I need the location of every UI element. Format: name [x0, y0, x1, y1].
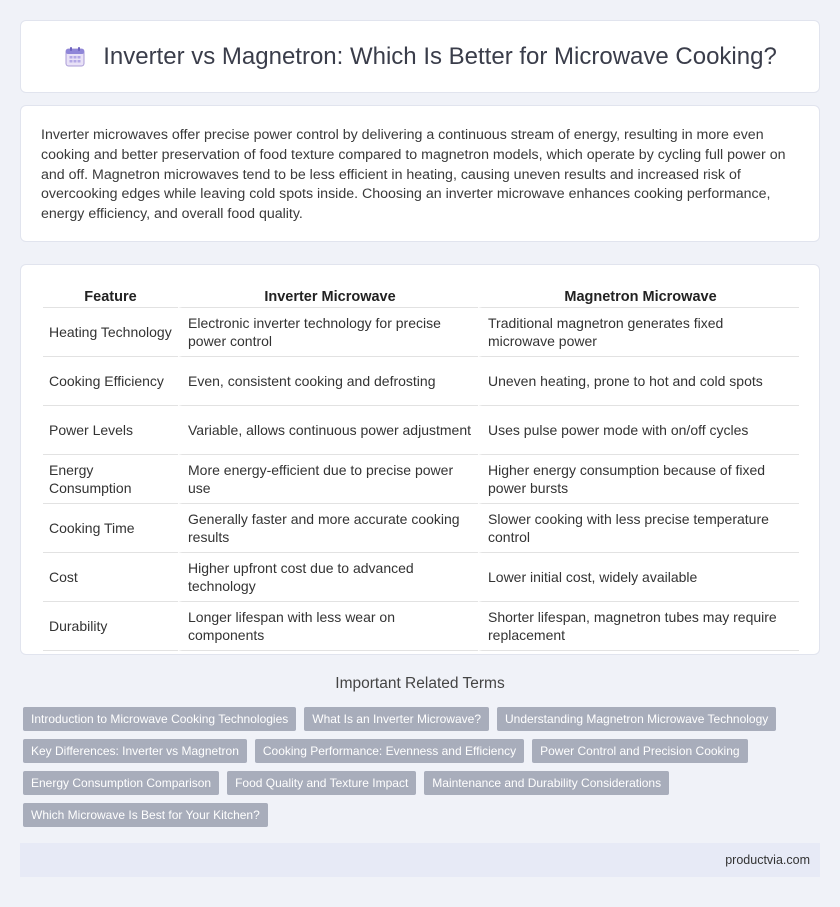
table-row: [43, 553, 799, 602]
table-row: [43, 308, 799, 357]
inverter-cell: Generally faster and more accurate cooking results: [178, 504, 478, 553]
table-row: [43, 504, 799, 553]
inverter-cell: Higher upfront cost due to advanced technology: [178, 553, 478, 602]
magnetron-cell: Higher energy consumption because of fixed power bursts: [478, 455, 799, 504]
related-terms-list: [20, 707, 820, 827]
magnetron-cell: Slower cooking with less precise temperature control: [478, 504, 799, 553]
magnetron-cell: Shorter lifespan, magnetron tubes may require replacement: [478, 602, 799, 651]
comparison-table: [43, 285, 799, 651]
inverter-cell: Longer lifespan with less wear on components: [178, 602, 478, 651]
inverter-cell: More energy-efficient due to precise power use: [178, 455, 478, 504]
related-term-tag[interactable]: Maintenance and Durability Considerations: [424, 771, 669, 795]
summary-text: Inverter microwaves offer precise power control by delivering a continuous stream of energy, resulting in more even cooking and better preservation of food texture compared to magnetron models, which operate by cycling full power on and off. Magnetron microwaves tend to be less efficient in heating, causing uneven results and increased risk of overcooking edges while leaving cold spots inside. Choosing an inverter microwave enhances cooking performance, energy efficiency, and overall food quality.: [41, 127, 786, 223]
calendar-icon: [63, 45, 87, 69]
summary-card: [20, 105, 820, 242]
page-title: Inverter vs Magnetron: Which Is Better for Microwave Cooking?: [103, 42, 777, 70]
feature-cell: Energy Consumption: [43, 455, 178, 504]
related-term-tag[interactable]: Understanding Magnetron Microwave Technology: [497, 707, 776, 731]
table-header-row: [43, 285, 799, 308]
magnetron-cell: Uneven heating, prone to hot and cold spots: [478, 357, 799, 406]
feature-cell: Power Levels: [43, 406, 178, 455]
footer: [20, 843, 820, 877]
magnetron-cell: Traditional magnetron generates fixed microwave power: [478, 308, 799, 357]
related-term-tag[interactable]: Energy Consumption Comparison: [23, 771, 219, 795]
related-term-tag[interactable]: Introduction to Microwave Cooking Technologies: [23, 707, 296, 731]
table-row: [43, 406, 799, 455]
column-header-magnetron: Magnetron Microwave: [478, 285, 799, 308]
feature-cell: Cost: [43, 553, 178, 602]
related-term-tag[interactable]: What Is an Inverter Microwave?: [304, 707, 489, 731]
feature-cell: Durability: [43, 602, 178, 651]
header-card: [20, 20, 820, 93]
related-term-tag[interactable]: Which Microwave Is Best for Your Kitchen?: [23, 803, 268, 827]
inverter-cell: Variable, allows continuous power adjustment: [178, 406, 478, 455]
table-row: [43, 455, 799, 504]
column-header-feature: Feature: [43, 285, 178, 308]
inverter-cell: Electronic inverter technology for precise power control: [178, 308, 478, 357]
related-terms-section: [20, 675, 820, 827]
inverter-cell: Even, consistent cooking and defrosting: [178, 357, 478, 406]
related-term-tag[interactable]: Key Differences: Inverter vs Magnetron: [23, 739, 247, 763]
table-row: [43, 357, 799, 406]
related-term-tag[interactable]: Food Quality and Texture Impact: [227, 771, 416, 795]
feature-cell: Heating Technology: [43, 308, 178, 357]
table-row: [43, 602, 799, 651]
related-term-tag[interactable]: Cooking Performance: Evenness and Efficiency: [255, 739, 524, 763]
related-term-tag[interactable]: Power Control and Precision Cooking: [532, 739, 747, 763]
column-header-inverter: Inverter Microwave: [178, 285, 478, 308]
feature-cell: Cooking Time: [43, 504, 178, 553]
feature-cell: Cooking Efficiency: [43, 357, 178, 406]
magnetron-cell: Uses pulse power mode with on/off cycles: [478, 406, 799, 455]
footer-site-name: productvia.com: [725, 853, 810, 867]
comparison-table-card: [20, 264, 820, 655]
magnetron-cell: Lower initial cost, widely available: [478, 553, 799, 602]
related-terms-heading: Important Related Terms: [335, 675, 505, 692]
